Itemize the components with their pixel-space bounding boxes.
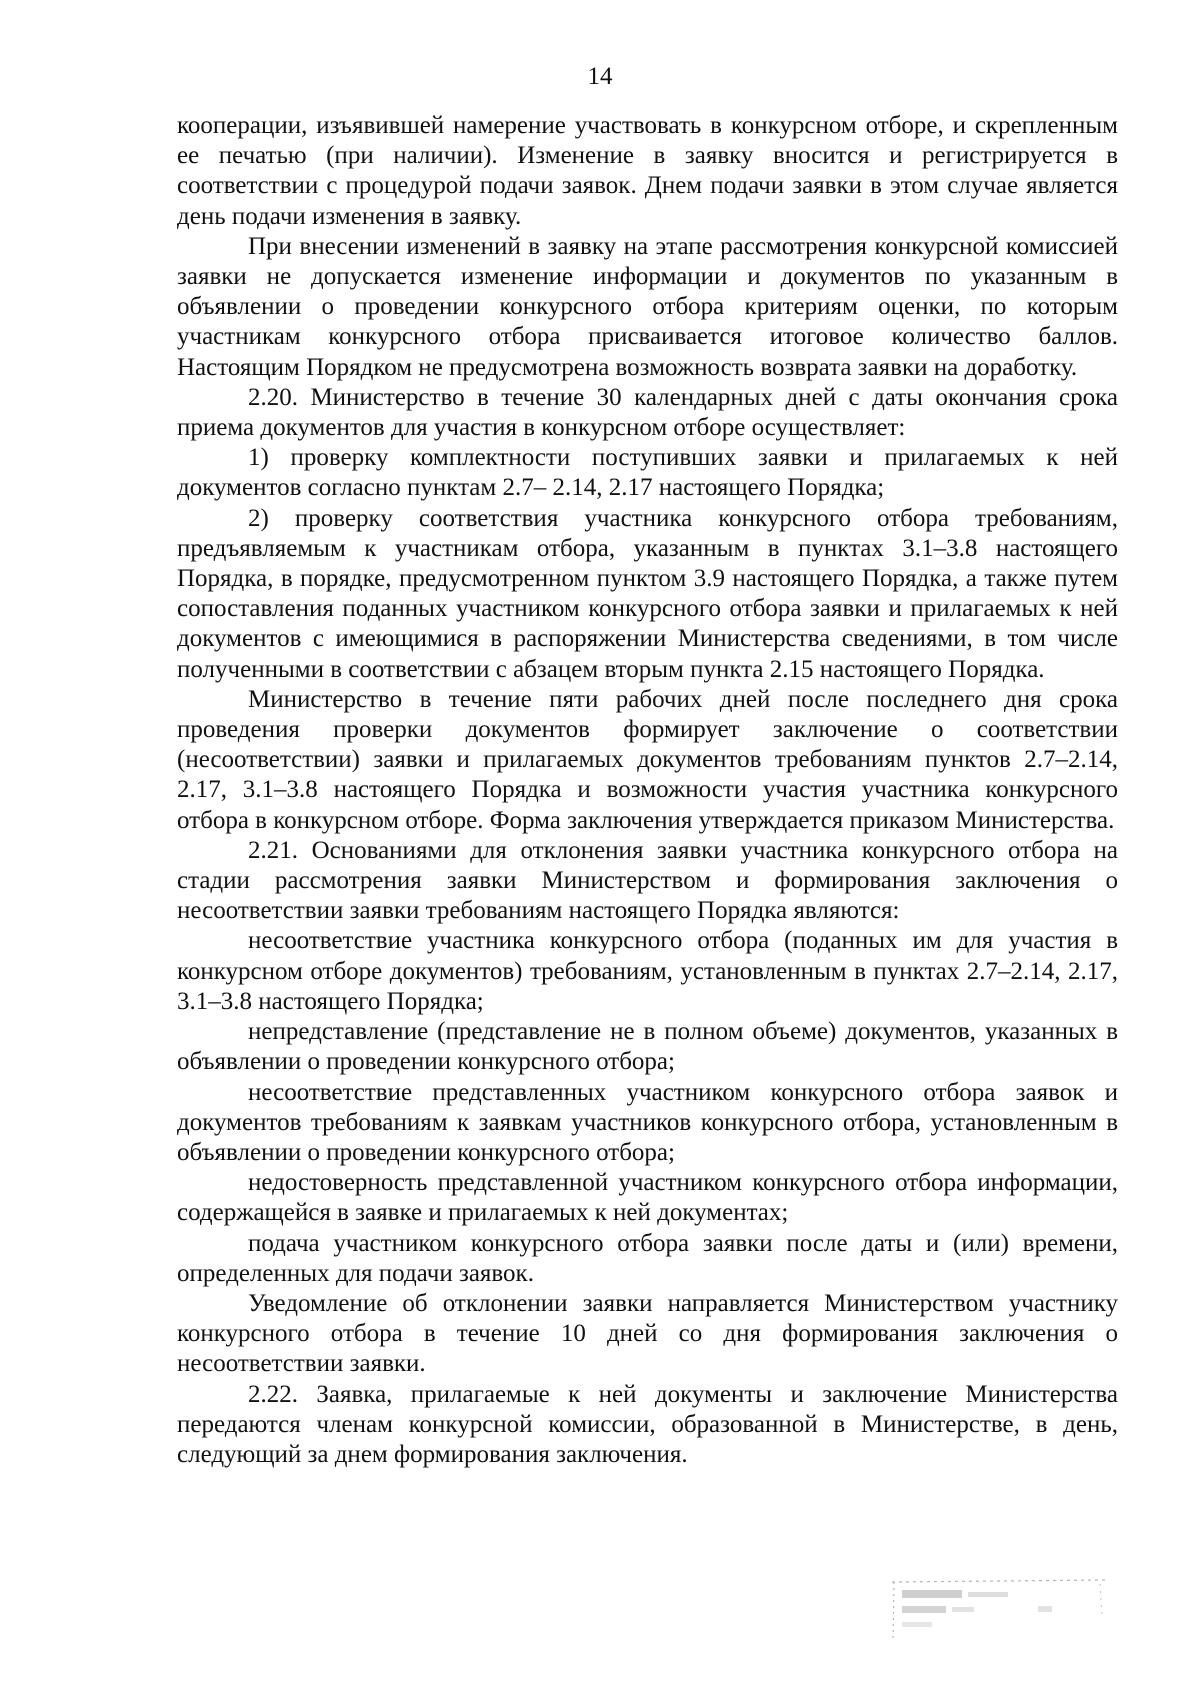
paragraph: непредставление (представление не в полном объеме) документов, указанных в объявлении о проведении конкурсного отбора; bbox=[177, 1018, 1118, 1076]
paragraph: 2.22. Заявка, прилагаемые к ней документы и заключение Министерства передаются членам конкурсной комиссии, образованной в Министерстве, в день, следующий за днем формирования заключения. bbox=[177, 1380, 1118, 1468]
page-number: 14 bbox=[587, 63, 613, 90]
paragraph: При внесении изменений в заявку на этапе рассмотрения конкурсной комиссией заявки не допускается изменение информации и документов по указанным в объявлении о проведении конкурсного отбора критериям оценки, по которым участникам конкурсного отбора присваивается итоговое количество баллов. Настоящим Порядком не предусмотрена возможность возврата заявки на доработку. bbox=[177, 232, 1118, 381]
paragraph: недостоверность представленной участником конкурсного отбора информации, содержащейся в заявке и прилагаемых к ней документах; bbox=[177, 1169, 1118, 1227]
paragraph: несоответствие представленных участником конкурсного отбора заявок и документов требованиям к заявкам участников конкурсного отбора, установленным в объявлении о проведении конкурсного отбора; bbox=[177, 1078, 1118, 1166]
faint-stamp-mark bbox=[888, 1576, 1110, 1646]
paragraph: Уведомление об отклонении заявки направляется Министерством участнику конкурсного отбора в течение 10 дней со дня формирования заключения о несоответствии заявки. bbox=[177, 1289, 1118, 1378]
paragraph: Министерство в течение пяти рабочих дней после последнего дня срока проведения проверки документов формирует заключение о соответствии (несоответствии) заявки и прилагаемых документов требованиям пунктов 2.7–2.14, 2.17, 3.1–3.8 настоящего Порядка и возможности участия участника конкурсного отбора в конкурсном отборе. Форма заключения утверждается приказом Министерства. bbox=[177, 685, 1118, 834]
document-body bbox=[177, 111, 1118, 1470]
paragraph: 2) проверку соответствия участника конкурсного отбора требованиям, предъявляемым к участникам отбора, указанным в пунктах 3.1–3.8 настоящего Порядка, в порядке, предусмотренном пунктом 3.9 настоящего Порядка, а также путем сопоставления поданных участником конкурсного отбора заявки и прилагаемых к ней документов с имеющимися в распоряжении Министерства сведениями, в том числе полученными в соответствии с абзацем вторым пункта 2.15 настоящего Порядка. bbox=[177, 504, 1118, 683]
paragraph: 1) проверку комплектности поступивших заявки и прилагаемых к ней документов согласно пунктам 2.7– 2.14, 2.17 настоящего Порядка; bbox=[177, 444, 1118, 502]
paragraph: 2.20. Министерство в течение 30 календарных дней с даты окончания срока приема документов для участия в конкурсном отборе осуществляет: bbox=[177, 383, 1118, 442]
paragraph: 2.21. Основаниями для отклонения заявки участника конкурсного отбора на стадии рассмотрения заявки Министерством и формирования заключения о несоответствии заявки требованиям настоящего Порядка являются: bbox=[177, 836, 1118, 925]
paragraph: подача участником конкурсного отбора заявки после даты и (или) времени, определенных для подачи заявок. bbox=[177, 1229, 1118, 1287]
paragraph: несоответствие участника конкурсного отбора (поданных им для участия в конкурсном отборе документов) требованиям, установленным в пунктах 2.7–2.14, 2.17, 3.1–3.8 настоящего Порядка; bbox=[177, 927, 1118, 1015]
paragraph: кооперации, изъявившей намерение участвовать в конкурсном отборе, и скрепленным ее печатью (при наличии). Изменение в заявку вносится и регистрируется в соответствии с процедурой подачи заявок. Днем подачи заявки в этом случае является день подачи изменения в заявку. bbox=[177, 112, 1118, 230]
